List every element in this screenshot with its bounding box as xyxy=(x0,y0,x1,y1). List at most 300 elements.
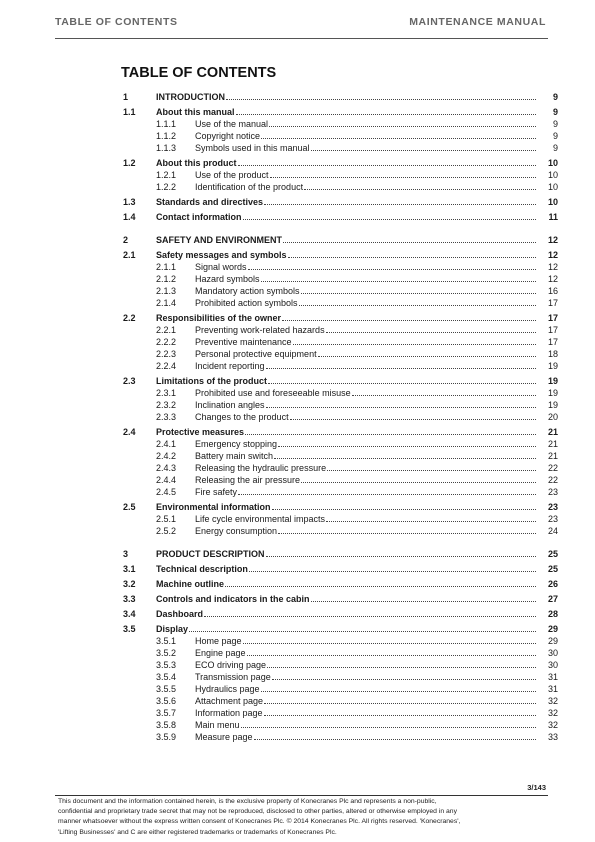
toc-entry-title: Safety messages and symbols xyxy=(156,250,287,260)
toc-dot-leader xyxy=(290,411,536,420)
toc-entry-title: Emergency stopping xyxy=(195,439,278,449)
toc-entry-page: 26 xyxy=(547,579,558,589)
toc-section-entry[interactable] xyxy=(121,578,559,590)
toc-entry-page: 25 xyxy=(547,564,558,574)
toc-entry-title: Protective measures xyxy=(156,427,245,437)
toc-entry-page: 29 xyxy=(547,624,558,634)
toc-entry-title-row xyxy=(195,360,537,372)
toc-entry-number: 2.1 xyxy=(123,250,136,260)
toc-entry-title: Use of the manual xyxy=(195,119,269,129)
toc-section-entry[interactable] xyxy=(121,426,559,438)
toc-subsection-entry[interactable] xyxy=(121,462,559,474)
toc-entry-title-row xyxy=(195,525,537,537)
toc-dot-leader xyxy=(293,336,536,345)
toc-entry-number: 2.2.1 xyxy=(156,325,177,335)
toc-entry-title-row xyxy=(156,312,537,324)
toc-entry-title-row xyxy=(195,647,537,659)
toc-entry-page: 16 xyxy=(547,286,558,296)
toc-subsection-entry[interactable] xyxy=(121,474,559,486)
toc-dot-leader xyxy=(264,707,536,716)
toc-entry-title: Use of the product xyxy=(195,170,269,180)
toc-entry-page: 32 xyxy=(547,708,558,718)
toc-dot-leader xyxy=(243,635,536,644)
toc-list xyxy=(121,91,559,743)
toc-title: TABLE OF CONTENTS xyxy=(121,65,277,81)
toc-entry-number: 2.2 xyxy=(123,313,136,323)
toc-entry-number: 2.4.2 xyxy=(156,451,177,461)
toc-dot-leader xyxy=(226,91,536,100)
toc-entry-number: 3.5.8 xyxy=(156,720,177,730)
toc-entry-title: Life cycle environmental impacts xyxy=(195,514,326,524)
toc-entry-title-row xyxy=(156,106,537,118)
toc-dot-leader xyxy=(299,297,536,306)
toc-entry-title-row xyxy=(195,324,537,336)
toc-entry-title: Changes to the product xyxy=(195,412,289,422)
toc-entry-page: 23 xyxy=(547,487,558,497)
toc-entry-title: Information page xyxy=(195,708,263,718)
toc-entry-number: 2.3.3 xyxy=(156,412,177,422)
toc-entry-number: 2.2.4 xyxy=(156,361,177,371)
toc-entry-number: 1.4 xyxy=(123,212,136,222)
toc-dot-leader xyxy=(326,513,536,522)
toc-entry-title: Prohibited use and foreseeable misuse xyxy=(195,388,351,398)
toc-entry-title: Machine outline xyxy=(156,579,225,589)
toc-subsection-entry[interactable] xyxy=(121,635,559,647)
toc-dot-leader xyxy=(254,731,536,740)
toc-section-entry[interactable] xyxy=(121,608,559,620)
toc-subsection-entry[interactable] xyxy=(121,169,559,181)
toc-entry-title: Preventing work-related hazards xyxy=(195,325,325,335)
toc-entry-page: 24 xyxy=(547,526,558,536)
toc-entry-title: Limitations of the product xyxy=(156,376,267,386)
toc-entry-page: 11 xyxy=(548,212,558,222)
toc-entry-page: 10 xyxy=(547,197,558,207)
toc-subsection-entry[interactable] xyxy=(121,130,559,142)
toc-dot-leader xyxy=(266,548,536,557)
toc-entry-number: 1.1.2 xyxy=(156,131,177,141)
toc-entry-number: 3.1 xyxy=(123,564,136,574)
toc-subsection-entry[interactable] xyxy=(121,324,559,336)
toc-entry-number: 1 xyxy=(123,92,129,102)
toc-entry-title: Hydraulics page xyxy=(195,684,260,694)
toc-dot-leader xyxy=(301,285,536,294)
toc-entry-title-row xyxy=(156,249,537,261)
toc-entry-title-row xyxy=(195,513,537,525)
toc-entry-title-row xyxy=(156,593,537,605)
toc-section-entry[interactable] xyxy=(121,249,559,261)
toc-entry-page: 10 xyxy=(547,158,558,168)
toc-entry-page: 19 xyxy=(547,388,558,398)
footer-line: This document and the information contained herein, is the exclusive property of Konecranes Plc and represents a non-public, xyxy=(58,798,437,805)
toc-entry-number: 1.1.1 xyxy=(156,119,177,129)
toc-entry-number: 2.4.1 xyxy=(156,439,177,449)
toc-subsection-entry[interactable] xyxy=(121,399,559,411)
toc-subsection-entry[interactable] xyxy=(121,683,559,695)
toc-entry-title-row xyxy=(156,426,537,438)
toc-entry-title: Environmental information xyxy=(156,502,271,512)
toc-entry-title-row xyxy=(156,623,537,635)
toc-entry-page: 12 xyxy=(547,250,558,260)
toc-entry-number: 3.5.1 xyxy=(156,636,177,646)
toc-subsection-entry[interactable] xyxy=(121,438,559,450)
toc-entry-title: Signal words xyxy=(195,262,247,272)
toc-entry-title: Main menu xyxy=(195,720,240,730)
toc-section-entry[interactable] xyxy=(121,312,559,324)
toc-entry-title-row xyxy=(195,399,537,411)
toc-subsection-entry[interactable] xyxy=(121,695,559,707)
toc-entry-title-row xyxy=(156,157,537,169)
toc-entry-title-row xyxy=(156,375,537,387)
toc-section-entry[interactable] xyxy=(121,157,559,169)
toc-entry-title-row xyxy=(195,411,537,423)
toc-section-entry[interactable] xyxy=(121,501,559,513)
toc-entry-page: 19 xyxy=(547,376,558,386)
toc-entry-title-row xyxy=(195,659,537,671)
toc-subsection-entry[interactable] xyxy=(121,450,559,462)
toc-dot-leader xyxy=(304,181,536,190)
toc-entry-title: Incident reporting xyxy=(195,361,265,371)
toc-entry-title: Mandatory action symbols xyxy=(195,286,300,296)
toc-entry-title: Personal protective equipment xyxy=(195,349,317,359)
toc-entry-title-row xyxy=(156,501,537,513)
toc-entry-title-row xyxy=(195,671,537,683)
toc-chapter-entry[interactable] xyxy=(121,548,559,560)
toc-entry-title-row xyxy=(195,285,537,297)
toc-entry-title-row xyxy=(195,462,537,474)
toc-section-entry[interactable] xyxy=(121,196,559,208)
toc-dot-leader xyxy=(311,593,536,602)
toc-entry-number: 1.1.3 xyxy=(156,143,177,153)
toc-entry-title: Energy consumption xyxy=(195,526,278,536)
toc-dot-leader xyxy=(288,249,536,258)
toc-entry-page: 23 xyxy=(547,514,558,524)
toc-dot-leader xyxy=(264,695,536,704)
toc-dot-leader xyxy=(189,623,536,632)
toc-entry-title: Home page xyxy=(195,636,242,646)
toc-entry-title: Battery main switch xyxy=(195,451,274,461)
toc-chapter-entry[interactable] xyxy=(121,234,559,246)
toc-entry-page: 21 xyxy=(547,427,558,437)
toc-dot-leader xyxy=(326,324,536,333)
toc-entry-number: 2.4.4 xyxy=(156,475,177,485)
toc-subsection-entry[interactable] xyxy=(121,273,559,285)
toc-entry-page: 30 xyxy=(547,648,558,658)
toc-entry-number: 3.5.9 xyxy=(156,732,177,742)
footer-divider xyxy=(55,795,548,796)
toc-entry-title: Technical description xyxy=(156,564,248,574)
toc-subsection-entry[interactable] xyxy=(121,719,559,731)
toc-entry-number: 2.3.1 xyxy=(156,388,177,398)
toc-entry-number: 2.2.3 xyxy=(156,349,177,359)
toc-dot-leader xyxy=(238,486,536,495)
toc-entry-title: Identification of the product xyxy=(195,182,304,192)
toc-entry-title: About this product xyxy=(156,158,237,168)
footer-line: manner whatsoever without the express written consent of Konecranes Plc. © 2014 Konecranes Plc. All rights reserved. 'Konecranes', xyxy=(58,818,461,826)
toc-entry-title-row xyxy=(195,438,537,450)
toc-entry-title: Contact information xyxy=(156,212,242,222)
toc-dot-leader xyxy=(261,273,536,282)
toc-dot-leader xyxy=(204,608,536,617)
toc-entry-number: 2.4.5 xyxy=(156,487,177,497)
toc-entry-number: 2.5 xyxy=(123,502,136,512)
toc-dot-leader xyxy=(327,462,536,471)
footer-line: confidential and proprietary trade secret that may not be reproduced, disclosed to other parties, altered or otherwise employed in any xyxy=(58,808,457,816)
toc-entry-number: 3.5 xyxy=(123,624,136,634)
toc-dot-leader xyxy=(243,211,537,220)
toc-entry-title-row xyxy=(195,474,537,486)
toc-entry-title-row xyxy=(195,695,537,707)
toc-dot-leader xyxy=(247,647,536,656)
toc-entry-title-row xyxy=(156,196,537,208)
toc-subsection-entry[interactable] xyxy=(121,671,559,683)
toc-entry-title-row xyxy=(195,635,537,647)
toc-entry-page: 22 xyxy=(547,475,558,485)
toc-dot-leader xyxy=(225,578,536,587)
toc-entry-number: 3.5.7 xyxy=(156,708,177,718)
toc-entry-title-row xyxy=(156,211,537,223)
footer-notice xyxy=(58,797,546,838)
toc-entry-title: INTRODUCTION xyxy=(156,92,225,102)
toc-entry-number: 2.3.2 xyxy=(156,400,177,410)
toc-entry-title: Display xyxy=(156,624,189,634)
toc-entry-title-row xyxy=(156,548,537,560)
toc-dot-leader xyxy=(241,719,536,728)
toc-entry-page: 9 xyxy=(552,92,558,102)
toc-subsection-entry[interactable] xyxy=(121,336,559,348)
toc-subsection-entry[interactable] xyxy=(121,525,559,537)
toc-entry-page: 27 xyxy=(547,594,558,604)
toc-entry-title-row xyxy=(195,118,537,130)
toc-entry-number: 2.1.2 xyxy=(156,274,177,284)
toc-entry-page: 17 xyxy=(547,313,558,323)
toc-entry-title: SAFETY AND ENVIRONMENT xyxy=(156,235,283,245)
toc-dot-leader xyxy=(278,525,536,534)
toc-subsection-entry[interactable] xyxy=(121,659,559,671)
footer-line: 'Lifting Businesses' and C are either registered trademarks or trademarks of Konecranes Plc. xyxy=(58,828,337,836)
toc-entry-page: 20 xyxy=(547,412,558,422)
toc-entry-number: 1.1 xyxy=(123,107,136,117)
header-left-title: TABLE OF CONTENTS xyxy=(55,16,178,28)
toc-dot-leader xyxy=(266,399,536,408)
toc-entry-page: 19 xyxy=(547,400,558,410)
toc-entry-title: Responsibilities of the owner xyxy=(156,313,282,323)
toc-entry-page: 12 xyxy=(547,262,558,272)
toc-entry-title: Symbols used in this manual xyxy=(195,143,310,153)
toc-entry-page: 10 xyxy=(547,170,558,180)
toc-subsection-entry[interactable] xyxy=(121,411,559,423)
toc-entry-page: 10 xyxy=(547,182,558,192)
toc-entry-title-row xyxy=(195,348,537,360)
toc-entry-title: Fire safety xyxy=(195,487,238,497)
toc-subsection-entry[interactable] xyxy=(121,142,559,154)
toc-entry-number: 1.2.2 xyxy=(156,182,177,192)
toc-entry-title-row xyxy=(156,91,537,103)
toc-subsection-entry[interactable] xyxy=(121,297,559,309)
toc-entry-title-row xyxy=(195,130,537,142)
toc-dot-leader xyxy=(238,157,537,166)
toc-section-entry[interactable] xyxy=(121,563,559,575)
toc-entry-title-row xyxy=(156,578,537,590)
toc-entry-number: 3.5.3 xyxy=(156,660,177,670)
toc-entry-number: 2.4 xyxy=(123,427,136,437)
toc-dot-leader xyxy=(352,387,536,396)
page-number: 3/143 xyxy=(527,783,546,792)
toc-entry-number: 2.1.3 xyxy=(156,286,177,296)
toc-entry-title: Controls and indicators in the cabin xyxy=(156,594,310,604)
toc-entry-page: 9 xyxy=(552,119,558,129)
toc-dot-leader xyxy=(274,450,536,459)
toc-subsection-entry[interactable] xyxy=(121,118,559,130)
toc-dot-leader xyxy=(282,312,536,321)
toc-entry-number: 1.3 xyxy=(123,197,136,207)
toc-dot-leader xyxy=(311,142,536,151)
toc-entry-page: 21 xyxy=(547,451,558,461)
toc-dot-leader xyxy=(264,196,536,205)
header-right-title: MAINTENANCE MANUAL xyxy=(409,16,546,28)
toc-dot-leader xyxy=(272,671,536,680)
toc-entry-title: Standards and directives xyxy=(156,197,264,207)
toc-entry-title-row xyxy=(195,450,537,462)
toc-entry-title-row xyxy=(195,336,537,348)
toc-dot-leader xyxy=(267,659,536,668)
toc-entry-page: 19 xyxy=(547,361,558,371)
toc-entry-page: 17 xyxy=(547,337,558,347)
toc-entry-title: Copyright notice xyxy=(195,131,261,141)
toc-entry-title-row xyxy=(195,142,537,154)
toc-entry-title-row xyxy=(195,719,537,731)
toc-subsection-entry[interactable] xyxy=(121,348,559,360)
toc-entry-number: 3 xyxy=(123,549,129,559)
toc-entry-title-row xyxy=(195,181,537,193)
toc-entry-page: 23 xyxy=(547,502,558,512)
toc-entry-page: 25 xyxy=(547,549,558,559)
toc-subsection-entry[interactable] xyxy=(121,285,559,297)
toc-entry-number: 3.4 xyxy=(123,609,136,619)
toc-entry-page: 9 xyxy=(552,107,558,117)
toc-section-entry[interactable] xyxy=(121,106,559,118)
toc-dot-leader xyxy=(270,169,536,178)
toc-entry-number: 3.5.5 xyxy=(156,684,177,694)
toc-subsection-entry[interactable] xyxy=(121,360,559,372)
toc-entry-title: Preventive maintenance xyxy=(195,337,292,347)
toc-dot-leader xyxy=(266,360,536,369)
toc-subsection-entry[interactable] xyxy=(121,647,559,659)
toc-entry-title-row xyxy=(195,297,537,309)
toc-entry-title-row xyxy=(195,261,537,273)
toc-chapter-entry[interactable] xyxy=(121,91,559,103)
toc-entry-page: 31 xyxy=(547,684,558,694)
toc-entry-page: 17 xyxy=(547,298,558,308)
toc-dot-leader xyxy=(249,563,536,572)
toc-entry-page: 9 xyxy=(552,143,558,153)
toc-subsection-entry[interactable] xyxy=(121,261,559,273)
toc-entry-title: Measure page xyxy=(195,732,253,742)
toc-entry-title: Attachment page xyxy=(195,696,264,706)
toc-entry-title-row xyxy=(156,608,537,620)
toc-subsection-entry[interactable] xyxy=(121,387,559,399)
toc-entry-page: 17 xyxy=(547,325,558,335)
toc-entry-title: Inclination angles xyxy=(195,400,265,410)
toc-entry-number: 1.2 xyxy=(123,158,136,168)
toc-subsection-entry[interactable] xyxy=(121,731,559,743)
toc-entry-title-row xyxy=(195,169,537,181)
toc-entry-number: 3.2 xyxy=(123,579,136,589)
toc-entry-number: 3.5.4 xyxy=(156,672,177,682)
toc-entry-page: 28 xyxy=(547,609,558,619)
toc-entry-title: PRODUCT DESCRIPTION xyxy=(156,549,265,559)
toc-entry-page: 12 xyxy=(547,235,558,245)
toc-section-entry[interactable] xyxy=(121,211,559,223)
toc-entry-number: 2.5.2 xyxy=(156,526,177,536)
header-divider xyxy=(55,38,548,39)
toc-entry-number: 3.5.6 xyxy=(156,696,177,706)
toc-entry-title-row xyxy=(195,273,537,285)
toc-dot-leader xyxy=(245,426,536,435)
toc-dot-leader xyxy=(278,438,536,447)
toc-entry-page: 32 xyxy=(547,696,558,706)
toc-entry-number: 3.5.2 xyxy=(156,648,177,658)
toc-section-entry[interactable] xyxy=(121,375,559,387)
toc-entry-page: 21 xyxy=(547,439,558,449)
toc-entry-title: ECO driving page xyxy=(195,660,267,670)
toc-dot-leader xyxy=(261,683,536,692)
toc-dot-leader xyxy=(318,348,536,357)
toc-entry-title: About this manual xyxy=(156,107,235,117)
toc-entry-title: Releasing the hydraulic pressure xyxy=(195,463,327,473)
toc-dot-leader xyxy=(236,106,537,115)
toc-entry-title-row xyxy=(195,387,537,399)
toc-dot-leader xyxy=(283,234,536,243)
toc-subsection-entry[interactable] xyxy=(121,707,559,719)
toc-entry-page: 30 xyxy=(547,660,558,670)
toc-entry-number: 3.3 xyxy=(123,594,136,604)
toc-dot-leader xyxy=(301,474,536,483)
toc-entry-number: 2.5.1 xyxy=(156,514,177,524)
toc-entry-page: 22 xyxy=(547,463,558,473)
toc-entry-page: 12 xyxy=(547,274,558,284)
toc-entry-title: Releasing the air pressure xyxy=(195,475,301,485)
toc-entry-number: 2.1.1 xyxy=(156,262,177,272)
toc-entry-title: Dashboard xyxy=(156,609,204,619)
toc-entry-title-row xyxy=(195,707,537,719)
toc-entry-title: Engine page xyxy=(195,648,246,658)
toc-section-entry[interactable] xyxy=(121,623,559,635)
toc-entry-number: 2.3 xyxy=(123,376,136,386)
toc-dot-leader xyxy=(248,261,536,270)
toc-entry-page: 32 xyxy=(547,720,558,730)
toc-dot-leader xyxy=(272,501,536,510)
toc-entry-title-row xyxy=(156,234,537,246)
toc-entry-page: 18 xyxy=(547,349,558,359)
toc-entry-page: 9 xyxy=(552,131,558,141)
toc-entry-number: 2.4.3 xyxy=(156,463,177,473)
toc-dot-leader xyxy=(268,375,536,384)
toc-entry-page: 31 xyxy=(547,672,558,682)
toc-dot-leader xyxy=(261,130,536,139)
toc-entry-number: 2.1.4 xyxy=(156,298,177,308)
toc-dot-leader xyxy=(269,118,536,127)
toc-entry-number: 1.2.1 xyxy=(156,170,177,180)
toc-section-entry[interactable] xyxy=(121,593,559,605)
toc-entry-number: 2.2.2 xyxy=(156,337,177,347)
toc-subsection-entry[interactable] xyxy=(121,181,559,193)
toc-entry-page: 33 xyxy=(547,732,558,742)
toc-subsection-entry[interactable] xyxy=(121,486,559,498)
toc-entry-number: 2 xyxy=(123,235,129,245)
toc-entry-title: Hazard symbols xyxy=(195,274,260,284)
toc-entry-title: Prohibited action symbols xyxy=(195,298,298,308)
toc-subsection-entry[interactable] xyxy=(121,513,559,525)
